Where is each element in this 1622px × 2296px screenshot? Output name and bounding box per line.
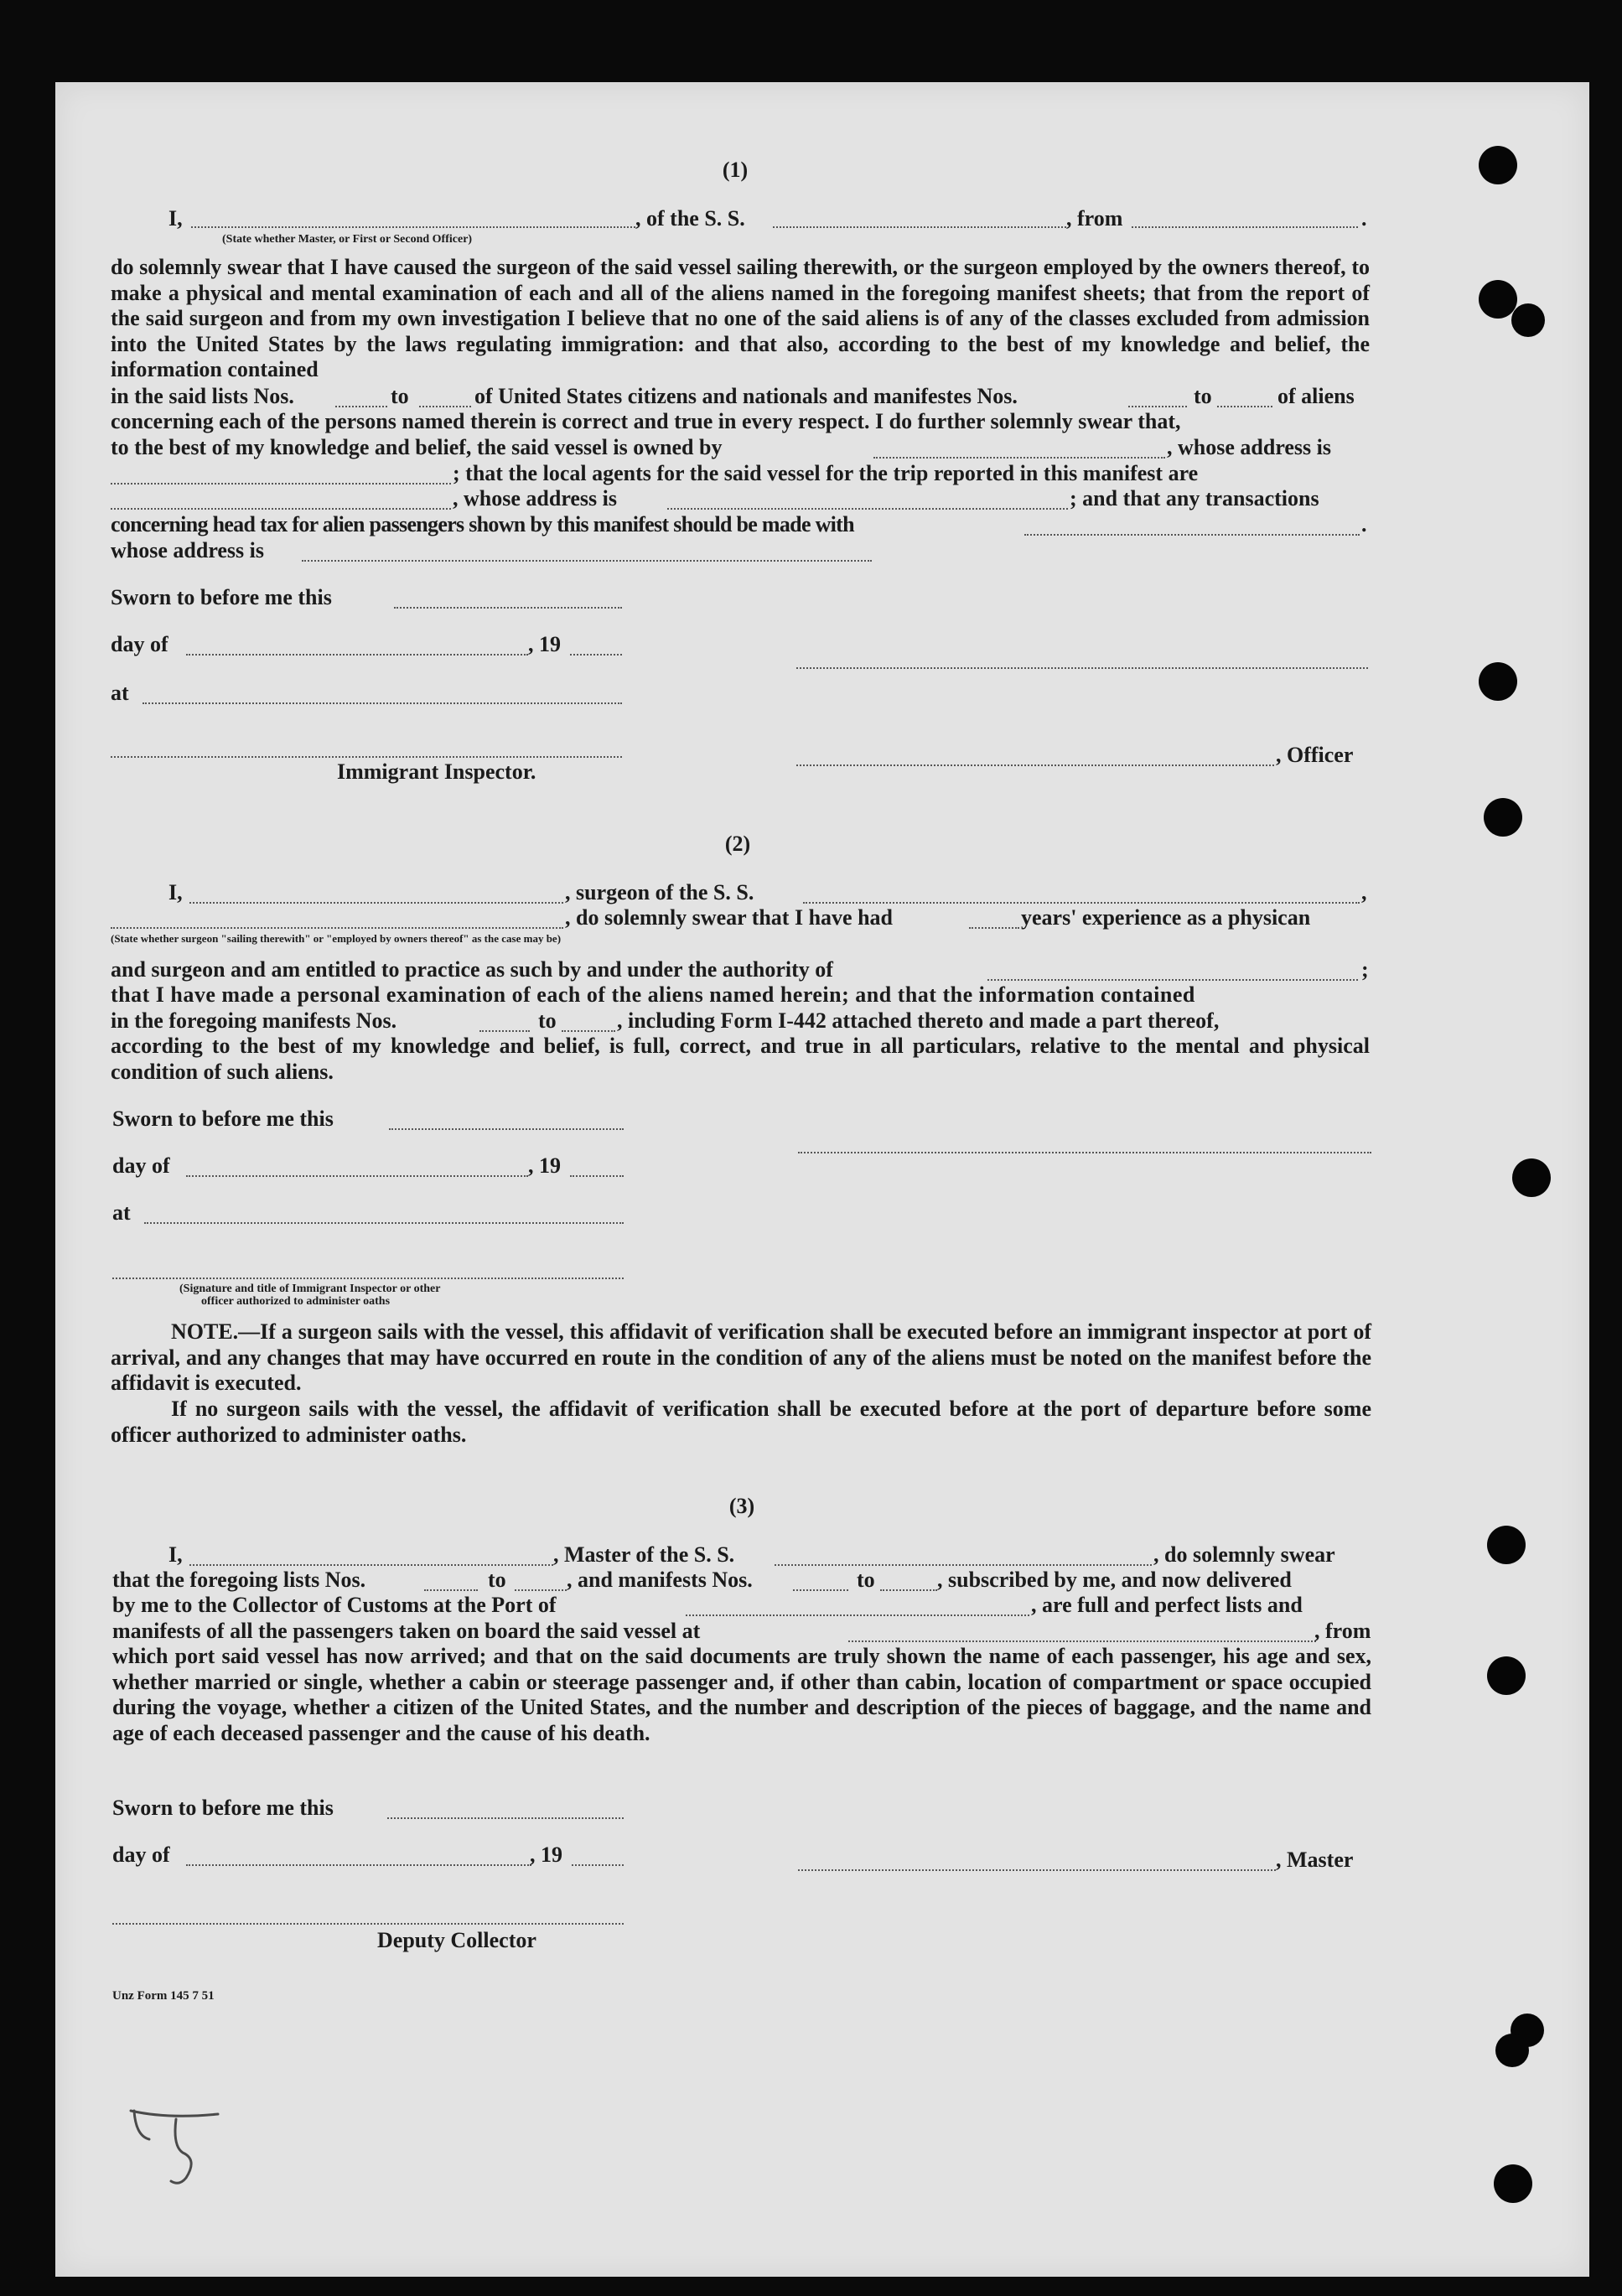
lists-from-blank: [335, 406, 387, 407]
day-of-label: day of: [112, 1843, 170, 1867]
vessel-name-blank: [803, 902, 1360, 904]
form-i442-label: , including Form I-442 attached thereto and made a part thereof,: [617, 1008, 1220, 1033]
section2-paragraph: according to the best of my knowledge and belief, is full, correct, and true in all particulars, relative to the mental and physical condition of such aliens.: [111, 1034, 1370, 1084]
manifests-to-blank: [1217, 406, 1272, 407]
lists-from-blank: [424, 1589, 478, 1591]
officer-title-note: (State whether Master, or First or Second Officer): [222, 233, 473, 246]
day-blank: [186, 1175, 528, 1177]
owned-by-label: to the best of my knowledge and belief, the said vessel is owned by: [111, 435, 723, 459]
at-blank: [143, 702, 622, 704]
manifests-from-blank: [479, 1030, 530, 1032]
note-paragraph-2: If no surgeon sails with the vessel, the affidavit of verification shall be executed before at the port of departure before some officer authorized to administer oaths.: [111, 1397, 1371, 1447]
year-label: , 19: [528, 632, 561, 656]
to-label: to: [391, 384, 409, 408]
period: .: [1361, 206, 1367, 231]
year-label: , 19: [530, 1843, 562, 1867]
lists-label: that the foregoing lists Nos.: [112, 1568, 366, 1592]
section-number-1: (1): [722, 158, 749, 182]
lists-to-blank: [419, 406, 471, 407]
manifests-label: in the foregoing manifests Nos.: [111, 1008, 397, 1033]
lists-to-blank: [515, 1589, 567, 1591]
manifests-all-label: manifests of all the passengers taken on board the said vessel at: [112, 1619, 701, 1643]
master-label: , Master: [1276, 1848, 1354, 1872]
at-label: at: [111, 681, 129, 705]
manifests-from-blank: [793, 1589, 848, 1591]
personal-exam-line: that I have made a personal examination of each of the aliens named herein; and that the information contained: [111, 982, 1195, 1007]
master-signature-blank: [798, 1869, 1276, 1871]
head-tax-blank: [1024, 534, 1360, 536]
collector-label: by me to the Collector of Customs at the Port of: [112, 1593, 557, 1617]
owner-blank: [873, 457, 1165, 459]
vessel-name-blank: [773, 226, 1066, 228]
agents-address-blank: [667, 508, 1068, 510]
local-agents-label: ; that the local agents for the said vessel for the trip reported in this manifest are: [453, 461, 1199, 485]
subscribed-label: , subscribed by me, and now delivered: [937, 1568, 1292, 1592]
owner-address-blank: [111, 483, 451, 485]
punch-hole: [1511, 303, 1545, 337]
vessel-name-blank: [775, 1564, 1152, 1566]
authority-label: and surgeon and am entitled to practice as such by and under the authority of: [111, 957, 833, 982]
surgeon-type-note: (State whether surgeon "sailing therewith" or "employed by owners thereof" as the case may be): [111, 932, 562, 945]
manifests-to-blank: [880, 1589, 937, 1591]
inspector-signature-blank: [111, 756, 622, 758]
at-blank: [144, 1222, 624, 1224]
day-blank: [186, 654, 528, 656]
punch-hole: [1512, 1158, 1551, 1197]
punch-hole: [1484, 798, 1522, 837]
years-label: years' experience as a physican: [1021, 905, 1311, 930]
semicolon: ;: [1361, 957, 1369, 982]
immigrant-inspector-label: Immigrant Inspector.: [337, 759, 536, 784]
sworn-blank: [389, 1128, 624, 1130]
section-number-2: (2): [724, 832, 751, 856]
year-blank: [570, 1175, 624, 1177]
section3-paragraph: which port said vessel has now arrived; and that on the said documents are truly shown the name of each passenger, his age and sex, whether married or single, whether a cabin or steerage passenger and, if other than cabin, location of compartment or space occupied during the voyage, whether a citizen of the United States, and the number and description of the pieces of baggage, and the name and age of each deceased passenger and the cause of his death.: [112, 1644, 1371, 1745]
to-label: to: [488, 1568, 506, 1592]
from-port-blank: [1132, 226, 1358, 228]
lead-i: I,: [168, 206, 183, 231]
to-label: to: [1194, 384, 1212, 408]
sworn-label: Sworn to before me this: [112, 1796, 334, 1820]
surgeon-type-blank: [111, 927, 563, 929]
whose-address-label-3: whose address is: [111, 538, 265, 562]
master-name-blank: [189, 1564, 553, 1566]
surgeon-signature-blank: [798, 1152, 1371, 1153]
administering-officer-blank: [112, 1278, 624, 1279]
officer-signature-blank: [796, 764, 1274, 766]
day-of-label: day of: [111, 632, 168, 656]
punch-hole: [1495, 2034, 1529, 2067]
section1-paragraph: do solemnly swear that I have caused the surgeon of the said vessel sailing therewith, or the surgeon employed by the owners thereof, to make a physical and mental examination of each and all of the aliens named in the foregoing manifest sheets; that from the report of the said surgeon and from my own investigation I believe that no one of the said aliens is of any of the classes excluded from admission into the United States by the laws regulating immigration: and that also, according to the best of my knowledge and belief, the information contained: [111, 255, 1370, 381]
note-paragraph-1: NOTE.—If a surgeon sails with the vessel, this affidavit of verification shall be executed before an immigrant inspector at port of arrival, and any changes that may have occurred en route in the condition of any of the aliens must be noted on the manifest before the affidavit is executed.: [111, 1319, 1371, 1395]
full-perfect-label: , are full and perfect lists and: [1031, 1593, 1303, 1617]
punch-hole: [1479, 146, 1517, 184]
lists-label: in the said lists Nos.: [111, 384, 294, 408]
year-blank: [570, 654, 622, 656]
whose-address-label-2: , whose address is: [453, 486, 618, 511]
head-tax-address-blank: [302, 560, 872, 562]
surgeon-of-label: , surgeon of the S. S.: [565, 880, 754, 904]
concerning-line: concerning each of the persons named therein is correct and true in every respect. I do further solemnly swear that,: [111, 409, 1181, 433]
deputy-collector-label: Deputy Collector: [377, 1928, 536, 1952]
to-label: to: [857, 1568, 875, 1592]
aliens-label: of aliens: [1277, 384, 1355, 408]
day-blank: [186, 1864, 531, 1866]
years-blank: [969, 927, 1019, 929]
deputy-signature-blank: [112, 1923, 624, 1925]
from-label: , from: [1314, 1619, 1371, 1643]
manifests-label: of United States citizens and nationals and manifestes Nos.: [474, 384, 1018, 408]
comma: ,: [1361, 880, 1367, 904]
transactions-label: ; and that any transactions: [1070, 486, 1319, 511]
handwritten-mark: [117, 2102, 251, 2195]
form-number: Unz Form 145 7 51: [112, 1989, 215, 2003]
master-of-label: , Master of the S. S.: [553, 1542, 735, 1567]
to-label: to: [538, 1008, 557, 1033]
manifests-to-blank: [562, 1030, 615, 1032]
from-label: , from: [1066, 206, 1123, 231]
authority-blank: [987, 979, 1358, 981]
head-tax-label: concerning head tax for alien passengers shown by this manifest should be made with: [111, 512, 854, 536]
sworn-label: Sworn to before me this: [112, 1107, 334, 1131]
officer-label: , Officer: [1276, 743, 1354, 767]
lead-i: I,: [168, 1542, 183, 1567]
port-blank: [686, 1614, 1029, 1616]
signature-note: officer authorized to administer oaths: [201, 1295, 391, 1308]
sworn-blank: [394, 607, 622, 609]
period: .: [1361, 512, 1367, 536]
surgeon-name-blank: [189, 902, 563, 904]
year-blank: [572, 1864, 624, 1866]
lead-i: I,: [168, 880, 183, 904]
swear-label: , do solemnly swear that I have had: [565, 905, 894, 930]
punch-hole: [1487, 1526, 1526, 1564]
of-ss-label: , of the S. S.: [635, 206, 745, 231]
signature-note: (Signature and title of Immigrant Inspector or other: [179, 1283, 441, 1295]
day-of-label: day of: [112, 1153, 170, 1178]
whose-address-label: , whose address is: [1167, 435, 1332, 459]
agents-blank: [111, 508, 451, 510]
manifests-label: , and manifests Nos.: [567, 1568, 753, 1592]
sworn-label: Sworn to before me this: [111, 585, 332, 609]
officer-title-blank: [191, 226, 635, 228]
punch-hole: [1479, 280, 1517, 319]
signature-blank: [796, 667, 1368, 669]
boarding-port-blank: [848, 1640, 1316, 1642]
punch-hole: [1479, 662, 1517, 701]
punch-hole: [1494, 2164, 1532, 2203]
manifests-from-blank: [1128, 406, 1187, 407]
year-label: , 19: [528, 1153, 561, 1178]
punch-hole: [1487, 1656, 1526, 1695]
section-number-3: (3): [728, 1494, 755, 1518]
swear-label: , do solemnly swear: [1153, 1542, 1335, 1567]
at-label: at: [112, 1200, 131, 1225]
sworn-blank: [387, 1817, 624, 1819]
